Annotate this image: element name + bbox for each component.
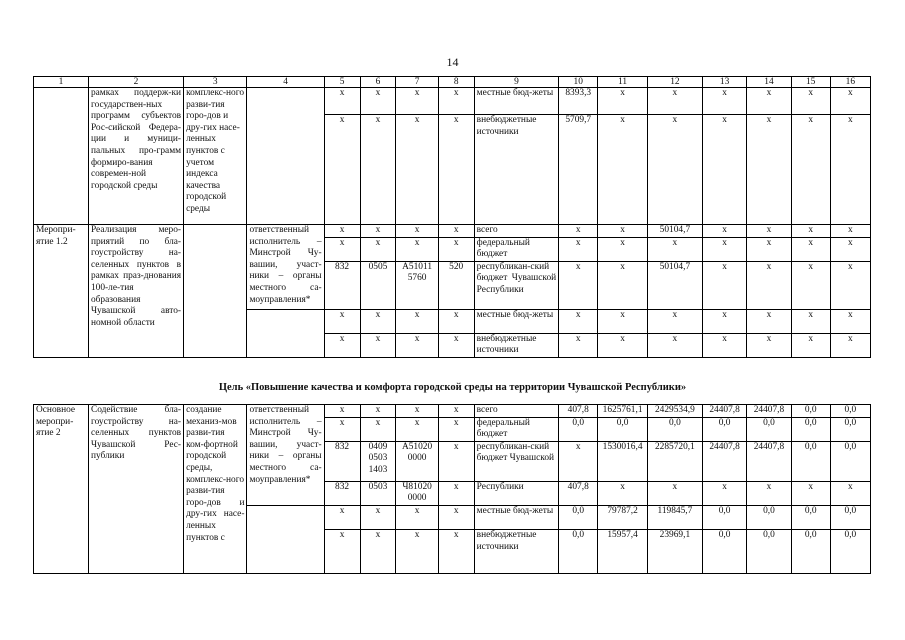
value-cell: x: [791, 333, 830, 357]
value-cell: x: [702, 225, 746, 238]
column-number: 6: [360, 77, 396, 88]
value-cell: 1625761,1: [598, 405, 648, 418]
value-cell: x: [830, 333, 870, 357]
column-number: 5: [324, 77, 360, 88]
objective-cell: комплекс-ного разви-тия горо-дов и дру-гих насе-ленных пунктов с учетом индекса качества городской среды: [184, 88, 247, 225]
column-number: 14: [747, 77, 791, 88]
value-cell: x: [747, 237, 791, 261]
empty-cell: [34, 88, 89, 225]
value-cell: x: [396, 237, 438, 261]
value-cell: x: [791, 115, 830, 225]
value-cell: x: [324, 225, 360, 238]
value-cell: x: [438, 481, 474, 505]
value-cell: 0,0: [830, 441, 870, 481]
value-cell: x: [647, 115, 702, 225]
value-cell: 0,0: [702, 529, 746, 573]
value-cell: 2285720,1: [647, 441, 702, 481]
value-cell: x: [438, 505, 474, 529]
value-cell: 832: [324, 261, 360, 309]
source-cell: Республики: [474, 481, 559, 505]
value-cell: x: [438, 417, 474, 441]
value-cell: x: [598, 481, 648, 505]
value-cell: x: [438, 405, 474, 418]
source-cell: внебюджетные источники: [474, 529, 559, 573]
value-cell: 5709,7: [559, 115, 598, 225]
table-row: [34, 88, 871, 115]
value-cell: 8393,3: [559, 88, 598, 115]
value-cell: x: [438, 115, 474, 225]
value-cell: x: [791, 88, 830, 115]
value-cell: 832: [324, 481, 360, 505]
value-cell: x: [324, 505, 360, 529]
value-cell: x: [702, 333, 746, 357]
column-number: 11: [598, 77, 648, 88]
value-cell: 407,8: [559, 481, 598, 505]
value-cell: x: [747, 309, 791, 333]
objective-cell: создание механиз-мов разви-тия ком-фортной городской среды, комплекс-ного разви-тия горо-дов и дру-гих насе-ленных пунктов с: [184, 405, 247, 574]
value-cell: 0,0: [830, 529, 870, 573]
value-cell: 0,0: [830, 405, 870, 418]
column-number: 15: [791, 77, 830, 88]
value-cell: x: [324, 529, 360, 573]
value-cell: 0,0: [791, 505, 830, 529]
value-cell: x: [559, 225, 598, 238]
value-cell: 1530016,4: [598, 441, 648, 481]
value-cell: x: [360, 529, 396, 573]
value-cell: 0,0: [559, 505, 598, 529]
value-cell: 0,0: [559, 529, 598, 573]
value-cell: 24407,8: [747, 441, 791, 481]
value-cell: 0,0: [747, 529, 791, 573]
value-cell: x: [324, 333, 360, 357]
value-cell: 0,0: [747, 417, 791, 441]
value-cell: 0409 0503 1403: [360, 441, 396, 481]
value-cell: x: [791, 481, 830, 505]
value-cell: x: [324, 417, 360, 441]
budget-table-part-1: [33, 76, 871, 358]
column-number: 8: [438, 77, 474, 88]
value-cell: 15957,4: [598, 529, 648, 573]
value-cell: x: [747, 261, 791, 309]
value-cell: x: [702, 115, 746, 225]
source-cell: местные бюд-жеты: [474, 505, 559, 529]
executor-cell: ответственный исполнитель – Минстрой Чу-вашии, участ-ники – органы местного са-моуправления*: [247, 225, 324, 310]
source-cell: местные бюд-жеты: [474, 309, 559, 333]
source-cell: внебюджетные источники: [474, 333, 559, 357]
value-cell: x: [702, 309, 746, 333]
column-number: 1: [34, 77, 89, 88]
value-cell: x: [324, 309, 360, 333]
value-cell: x: [791, 225, 830, 238]
value-cell: x: [647, 88, 702, 115]
value-cell: x: [598, 88, 648, 115]
table-row: [34, 225, 871, 238]
source-cell: республикан-ский бюджет Чувашской: [474, 441, 559, 481]
column-number: 4: [247, 77, 324, 88]
value-cell: x: [396, 309, 438, 333]
header-row: [34, 77, 871, 88]
value-cell: x: [791, 309, 830, 333]
column-number: 10: [559, 77, 598, 88]
value-cell: x: [747, 333, 791, 357]
value-cell: 2429534,9: [647, 405, 702, 418]
value-cell: 0,0: [791, 441, 830, 481]
value-cell: x: [830, 309, 870, 333]
value-cell: A51020 0000: [396, 441, 438, 481]
value-cell: Ч81020 0000: [396, 481, 438, 505]
empty-cell: [247, 309, 324, 357]
page-number: 14: [446, 55, 459, 69]
value-cell: x: [360, 333, 396, 357]
value-cell: x: [438, 225, 474, 238]
value-cell: 0,0: [747, 505, 791, 529]
column-number: 16: [830, 77, 870, 88]
value-cell: 0,0: [791, 405, 830, 418]
value-cell: x: [360, 417, 396, 441]
source-cell: всего: [474, 225, 559, 238]
value-cell: x: [791, 261, 830, 309]
column-number: 2: [88, 77, 183, 88]
value-cell: x: [559, 237, 598, 261]
value-cell: x: [702, 237, 746, 261]
value-cell: 0505: [360, 261, 396, 309]
value-cell: x: [598, 237, 648, 261]
source-cell: всего: [474, 405, 559, 418]
value-cell: 832: [324, 441, 360, 481]
value-cell: x: [598, 225, 648, 238]
value-cell: x: [830, 115, 870, 225]
source-cell: федеральный бюджет: [474, 237, 559, 261]
value-cell: x: [647, 309, 702, 333]
value-cell: 24407,8: [702, 441, 746, 481]
table-row: [34, 405, 871, 418]
measure-name-cell: рамках поддерж-ки государствен-ных программ субъектов Рос-сийской Федера-ции и муници-пальных про-грамм формиро-вания современ-ной городской среды: [88, 88, 183, 225]
value-cell: x: [396, 505, 438, 529]
value-cell: 0503: [360, 481, 396, 505]
value-cell: x: [647, 481, 702, 505]
column-number: 7: [396, 77, 438, 88]
value-cell: x: [438, 441, 474, 481]
value-cell: x: [598, 333, 648, 357]
value-cell: 50104,7: [647, 261, 702, 309]
value-cell: 0,0: [702, 505, 746, 529]
value-cell: 23969,1: [647, 529, 702, 573]
value-cell: x: [559, 261, 598, 309]
value-cell: 79787,2: [598, 505, 648, 529]
value-cell: x: [598, 115, 648, 225]
budget-table-part-2: [33, 404, 871, 574]
value-cell: x: [702, 261, 746, 309]
value-cell: 0,0: [791, 529, 830, 573]
column-number: 3: [184, 77, 247, 88]
value-cell: 24407,8: [747, 405, 791, 418]
value-cell: x: [396, 225, 438, 238]
value-cell: A51011 5760: [396, 261, 438, 309]
value-cell: x: [324, 115, 360, 225]
value-cell: x: [396, 417, 438, 441]
value-cell: x: [647, 333, 702, 357]
source-cell: республикан-ский бюджет Чувашской Республики: [474, 261, 559, 309]
value-cell: 50104,7: [647, 225, 702, 238]
value-cell: x: [360, 115, 396, 225]
measure-name-cell: Содействие бла-гоустройству на-селенных пунктов Чувашской Рес-публики: [88, 405, 183, 574]
value-cell: x: [360, 405, 396, 418]
value-cell: x: [396, 405, 438, 418]
value-cell: x: [830, 261, 870, 309]
value-cell: x: [438, 333, 474, 357]
value-cell: x: [647, 237, 702, 261]
value-cell: x: [360, 309, 396, 333]
value-cell: 0,0: [830, 505, 870, 529]
value-cell: x: [360, 88, 396, 115]
value-cell: x: [598, 261, 648, 309]
value-cell: 520: [438, 261, 474, 309]
source-cell: федеральный бюджет: [474, 417, 559, 441]
empty-cell: [247, 505, 324, 573]
value-cell: 0,0: [791, 417, 830, 441]
column-number: 12: [647, 77, 702, 88]
value-cell: x: [791, 237, 830, 261]
value-cell: x: [324, 237, 360, 261]
value-cell: x: [360, 505, 396, 529]
column-number: 9: [474, 77, 559, 88]
value-cell: x: [360, 237, 396, 261]
value-cell: 24407,8: [702, 405, 746, 418]
value-cell: x: [360, 225, 396, 238]
value-cell: x: [559, 333, 598, 357]
measure-name-cell: Реализация меро-приятий по бла-гоустройству на-селенных пунктов в рамках праз-днования 100-ле-тия образования Чувашской авто-номной области: [88, 225, 183, 358]
value-cell: x: [396, 115, 438, 225]
value-cell: 0,0: [702, 417, 746, 441]
value-cell: x: [396, 333, 438, 357]
objective-cell: [184, 225, 247, 358]
value-cell: x: [438, 529, 474, 573]
value-cell: x: [747, 115, 791, 225]
value-cell: 0,0: [598, 417, 648, 441]
executor-cell: ответственный исполнитель – Минстрой Чу-вашии, участ-ники – органы местного са-моуправления*: [247, 405, 324, 506]
value-cell: 119845,7: [647, 505, 702, 529]
value-cell: x: [747, 481, 791, 505]
value-cell: x: [396, 88, 438, 115]
value-cell: x: [830, 88, 870, 115]
value-cell: x: [830, 481, 870, 505]
empty-cell: [247, 88, 324, 225]
goal-heading: Цель «Повышение качества и комфорта городской среды на территории Чувашской Республики»: [218, 382, 687, 393]
value-cell: x: [438, 309, 474, 333]
value-cell: x: [598, 309, 648, 333]
measure-id-cell: Основное меропри-ятие 2: [34, 405, 89, 574]
value-cell: 407,8: [559, 405, 598, 418]
value-cell: x: [747, 225, 791, 238]
value-cell: 0,0: [647, 417, 702, 441]
value-cell: x: [396, 529, 438, 573]
value-cell: x: [324, 405, 360, 418]
column-number: 13: [702, 77, 746, 88]
value-cell: x: [438, 237, 474, 261]
measure-id-cell: Меропри-ятие 1.2: [34, 225, 89, 358]
value-cell: x: [830, 225, 870, 238]
value-cell: x: [559, 309, 598, 333]
value-cell: x: [438, 88, 474, 115]
value-cell: x: [702, 481, 746, 505]
value-cell: x: [830, 237, 870, 261]
value-cell: x: [747, 88, 791, 115]
value-cell: x: [324, 88, 360, 115]
source-cell: внебюджетные источники: [474, 115, 559, 225]
value-cell: 0,0: [830, 417, 870, 441]
value-cell: 0,0: [559, 417, 598, 441]
source-cell: местные бюд-жеты: [474, 88, 559, 115]
value-cell: x: [559, 441, 598, 481]
value-cell: x: [702, 88, 746, 115]
